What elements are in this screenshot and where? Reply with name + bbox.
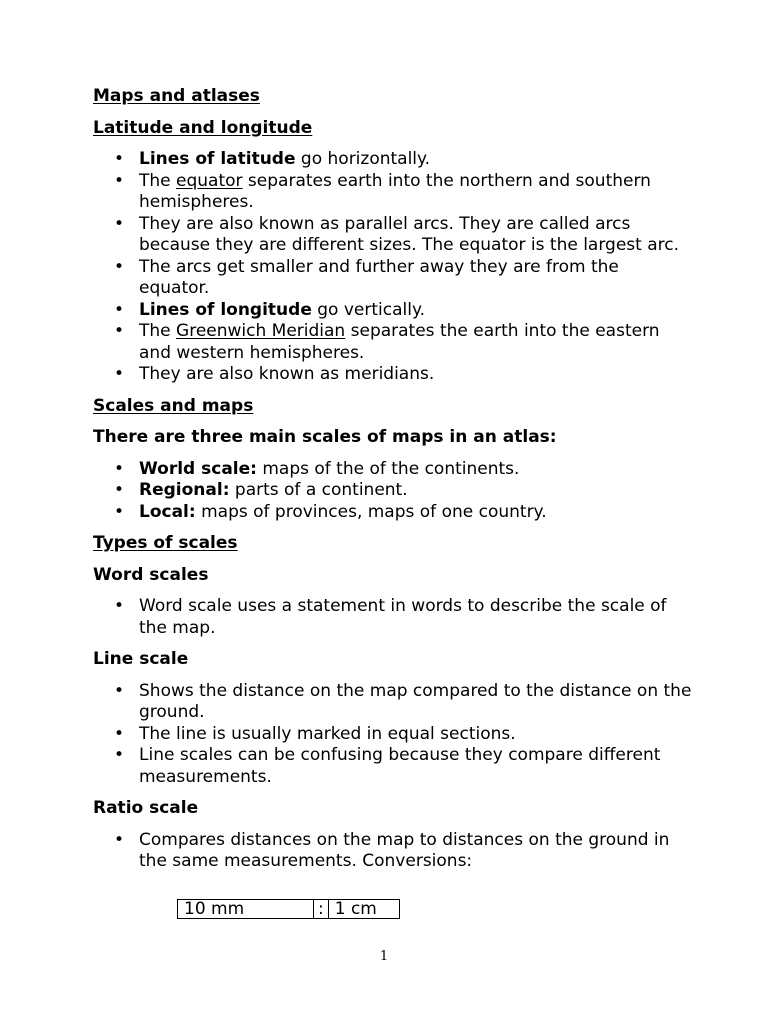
conversion-left-cell: 10 mm <box>178 900 314 919</box>
equator-term: equator <box>176 170 243 191</box>
list-item: • They are also known as parallel arcs. They are called arcs because they are different sizes. The equator is the largest arc. <box>93 214 693 257</box>
list-item: • Shows the distance on the map compared to the distance on the ground. <box>93 681 693 724</box>
subheading-line-scale: Line scale <box>93 649 189 669</box>
greenwich-meridian-term: Greenwich Meridian <box>176 321 346 341</box>
list-item: • Local: maps of provinces, maps of one country. <box>93 502 693 524</box>
word-scales-list <box>93 596 693 639</box>
list-item: • The line is usually marked in equal sections. <box>93 724 693 746</box>
document-body <box>93 86 693 873</box>
line-scale-list <box>93 681 693 789</box>
page-number: 1 <box>379 949 389 964</box>
list-item: • Word scale uses a statement in words to describe the scale of the map. <box>93 596 693 639</box>
section-heading-types-of-scales: Types of scales <box>93 533 238 553</box>
list-item: • Lines of longitude go vertically. <box>93 300 693 322</box>
conversion-right-cell: 1 cm <box>328 900 399 919</box>
document-title: Maps and atlases <box>93 86 260 106</box>
table-row <box>178 900 400 919</box>
list-item: • Lines of latitude go horizontally. <box>93 149 693 171</box>
subheading-three-scales: There are three main scales of maps in an atlas: <box>93 427 557 447</box>
subheading-word-scales: Word scales <box>93 564 209 585</box>
conversion-table <box>177 899 400 919</box>
list-item: • Regional: parts of a continent. <box>93 480 693 502</box>
latitude-longitude-list <box>93 149 693 386</box>
list-item: • Compares distances on the map to distances on the ground in the same measurements. Conversions: <box>93 830 693 873</box>
section-heading-latitude-longitude: Latitude and longitude <box>93 117 313 138</box>
list-item: • The arcs get smaller and further away they are from the equator. <box>93 257 693 300</box>
map-scales-list <box>93 459 693 524</box>
list-item: • Line scales can be confusing because they compare different measurements. <box>93 745 693 788</box>
ratio-scale-list <box>93 830 693 873</box>
list-item: • The Greenwich Meridian separates the earth into the eastern and western hemispheres. <box>93 321 693 364</box>
subheading-ratio-scale: Ratio scale <box>93 798 199 818</box>
list-item: • World scale: maps of the of the continents. <box>93 459 693 481</box>
section-heading-scales-and-maps: Scales and maps <box>93 395 254 416</box>
list-item: • The equator separates earth into the northern and southern hemispheres. <box>93 171 693 214</box>
list-item: • They are also known as meridians. <box>93 364 693 386</box>
conversion-separator-cell: : <box>314 900 329 919</box>
